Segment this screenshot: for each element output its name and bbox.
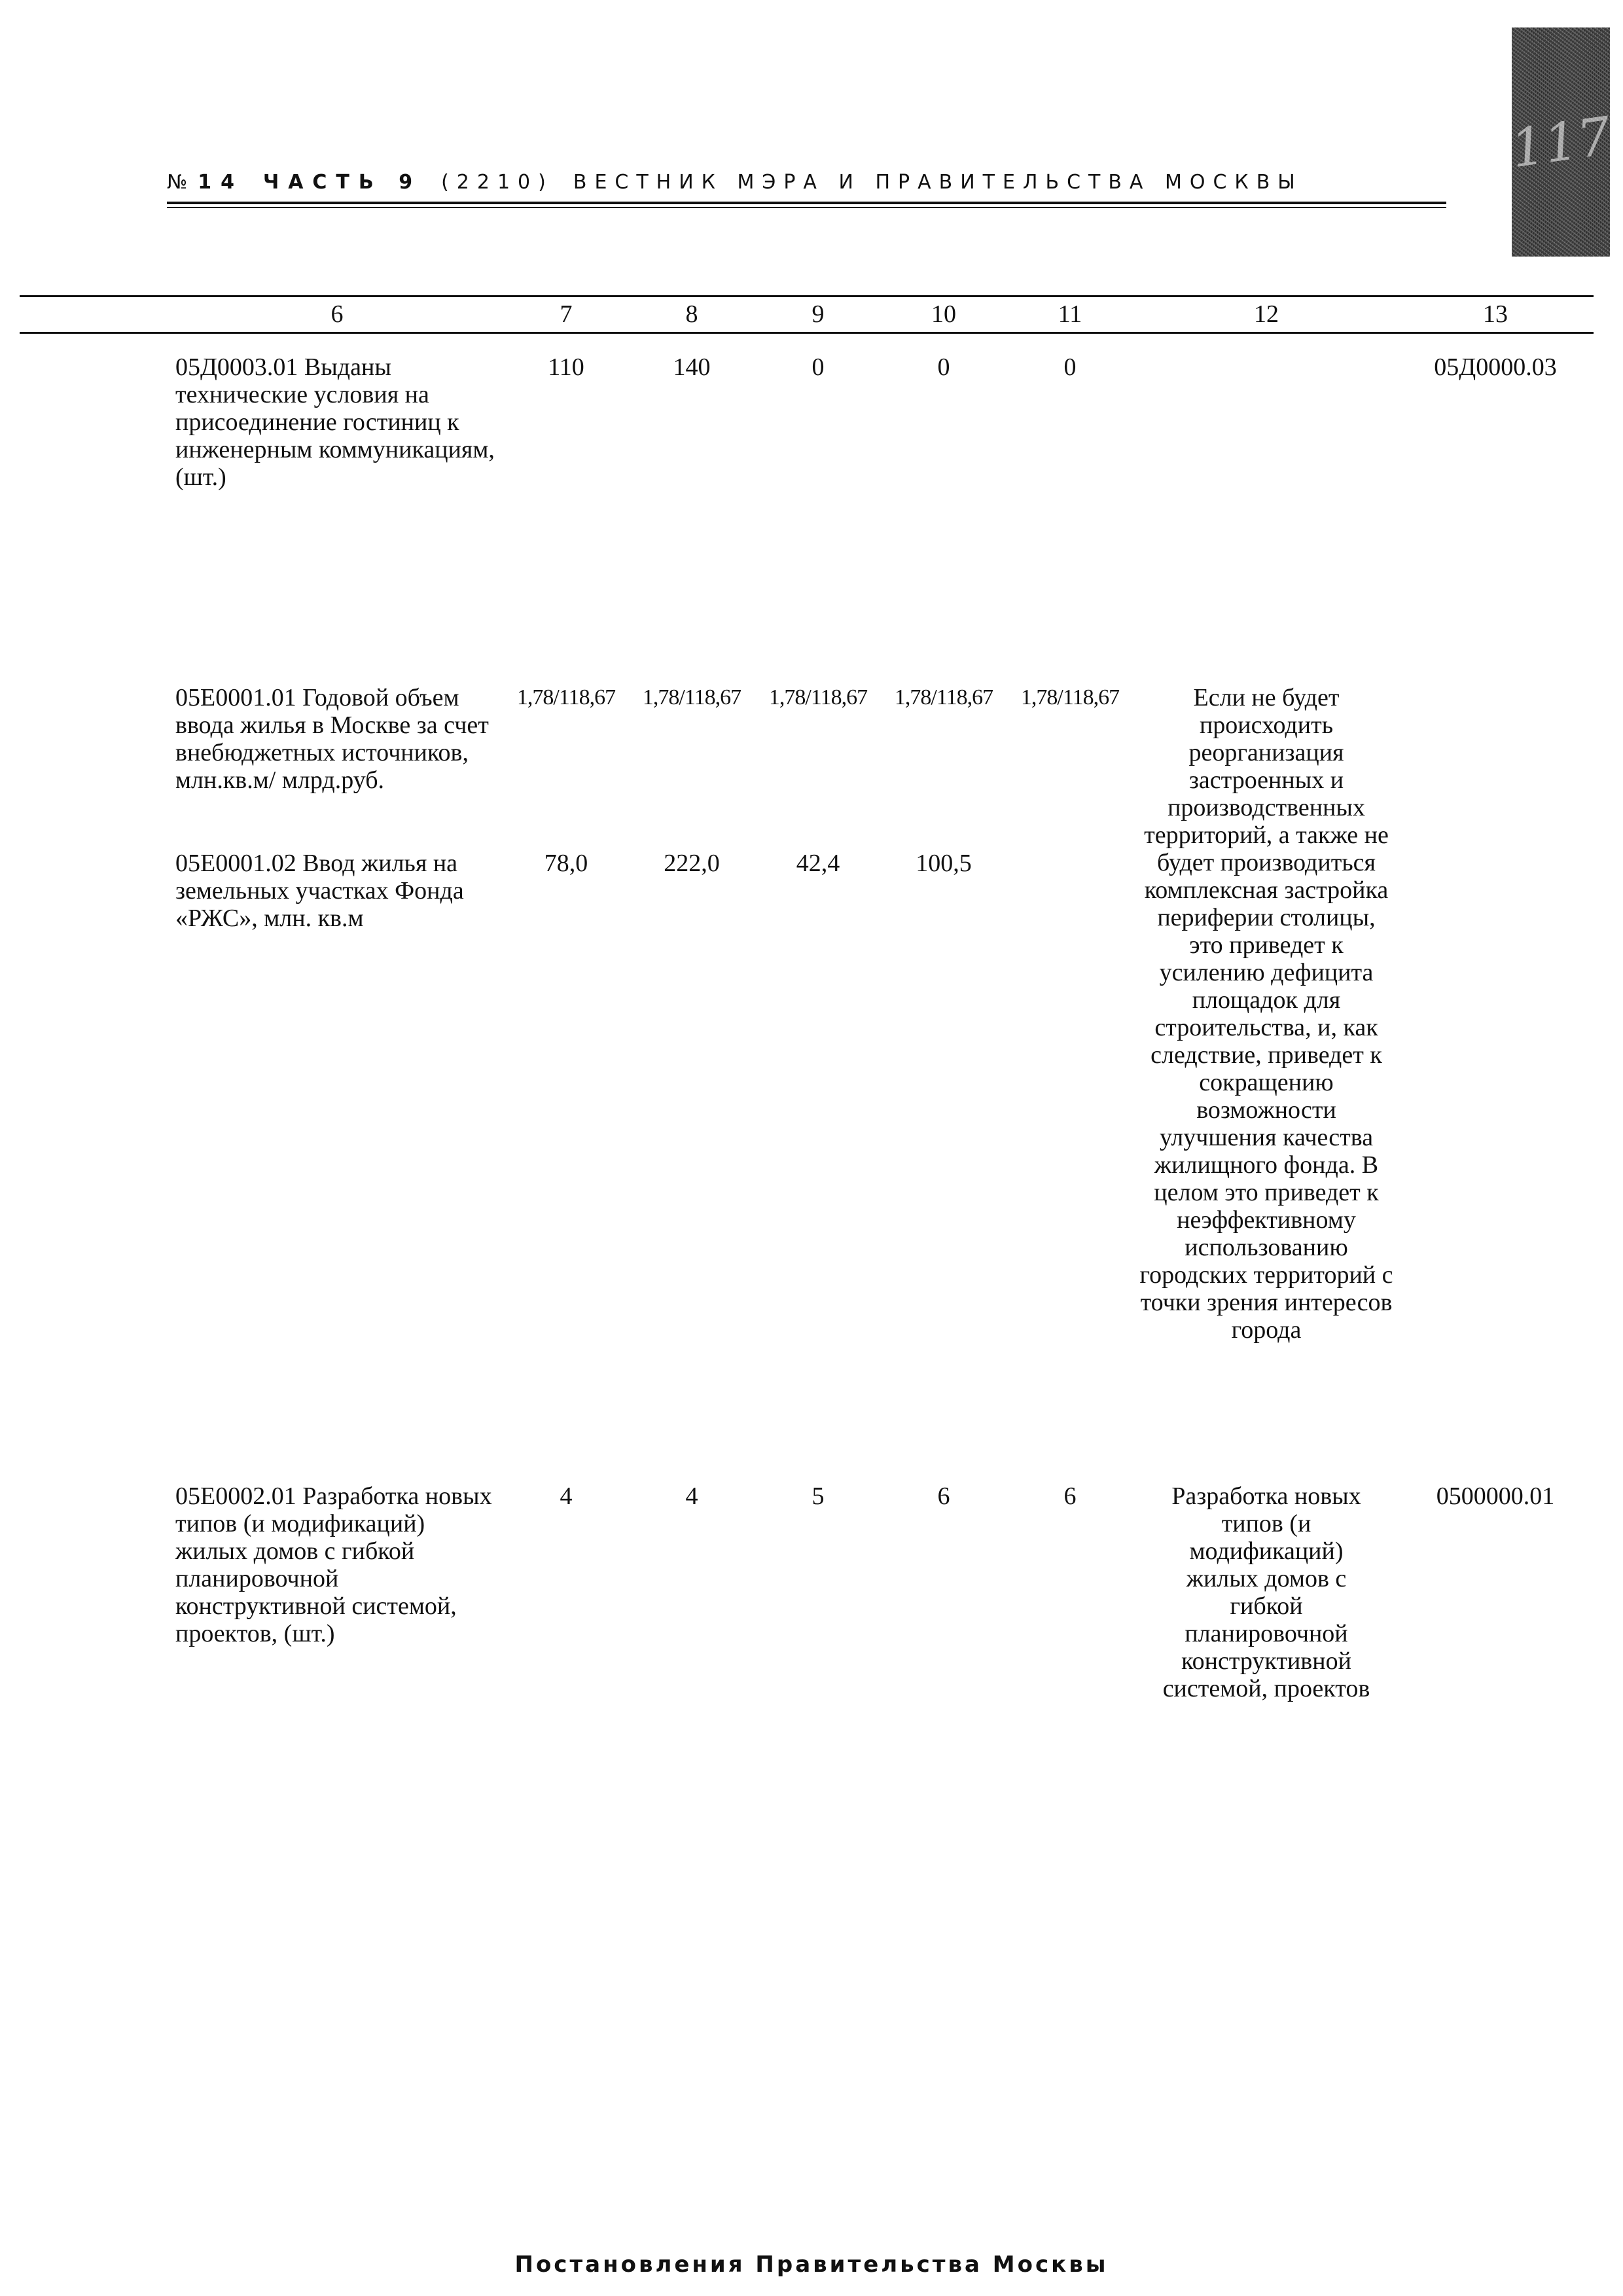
row4-col12-note: Разработка новых типов (и модификаций) жилых домов с гибкой планировочной конструктивной системой, проектов xyxy=(1162,1482,1370,1702)
row3-indicator: 05Е0001.02 Ввод жилья на земельных участках Фонда «РЖС», млн. кв.м xyxy=(175,850,464,932)
column-header-10: 10 xyxy=(931,300,956,328)
row4-indicator: 05Е0002.01 Разработка новых типов (и модификаций) жилых домов с гибкой планировочной конструктивной системой, проектов, (шт.) xyxy=(175,1482,492,1647)
issue-number: 14 xyxy=(198,170,243,194)
row1-col7: 110 xyxy=(548,353,584,381)
row2-col10: 1,78/118,67 xyxy=(894,685,993,709)
row1-indicator: 05Д0003.01 Выданы технические условия на присоединение гостиниц к инженерным коммуникациям, (шт.) xyxy=(175,353,495,491)
column-header-12: 12 xyxy=(1254,300,1279,328)
column-header-8: 8 xyxy=(685,300,698,328)
table-header-rule xyxy=(20,332,1594,334)
row2-col12-note: Если не будет происходить реорганизация застроенных и производственных территорий, а также не будет производиться комплексная застройка периферии столицы, это приведет к усилению дефицита площадок для строительства, и, как следствие, приведет к сокращению возможности улучшения качества жилищного фонда. В целом это приведет к неэффективному использованию городских территорий с точки зрения интересов города xyxy=(1139,684,1393,1344)
row1-col13: 05Д0000.03 xyxy=(1434,353,1557,381)
row4-col11: 6 xyxy=(1063,1482,1077,1510)
row2-col9: 1,78/118,67 xyxy=(768,685,868,709)
row3-col9: 42,4 xyxy=(796,850,840,877)
row1-col9: 0 xyxy=(812,353,825,381)
row4-col9: 5 xyxy=(812,1482,825,1510)
page-footer: Постановления Правительства Москвы xyxy=(514,2251,1109,2278)
running-header xyxy=(167,162,1446,202)
table-top-rule xyxy=(20,295,1594,297)
page-number-stamp xyxy=(1507,27,1615,257)
row4-col7: 4 xyxy=(560,1482,573,1510)
publication-title: ВЕСТНИК МЭРА И ПРАВИТЕЛЬСТВА МОСКВЫ xyxy=(573,170,1303,194)
column-header-7: 7 xyxy=(560,300,573,328)
row4-col10: 6 xyxy=(937,1482,950,1510)
header-rule xyxy=(167,202,1446,204)
row4-col8: 4 xyxy=(685,1482,698,1510)
column-header-13: 13 xyxy=(1483,300,1508,328)
row2-indicator: 05Е0001.01 Годовой объем ввода жилья в Москве за счет внебюджетных источников, млн.кв.м/ млрд.руб. xyxy=(175,684,489,794)
header-rule-thin xyxy=(167,207,1446,208)
row3-col10: 100,5 xyxy=(916,850,972,877)
page-number: 117 xyxy=(1507,105,1615,179)
row3-col8: 222,0 xyxy=(664,850,720,877)
row4-col13: 0500000.01 xyxy=(1436,1482,1555,1510)
row1-col11: 0 xyxy=(1063,353,1077,381)
row2-col7: 1,78/118,67 xyxy=(516,685,616,709)
row3-col7: 78,0 xyxy=(544,850,588,877)
row2-col11: 1,78/118,67 xyxy=(1020,685,1120,709)
issue-code: (2210) xyxy=(441,170,554,194)
row2-col8: 1,78/118,67 xyxy=(642,685,741,709)
column-header-9: 9 xyxy=(812,300,825,328)
number-sign: № xyxy=(167,170,189,194)
row1-col10: 0 xyxy=(937,353,950,381)
column-header-11: 11 xyxy=(1058,300,1082,328)
row1-col8: 140 xyxy=(673,353,711,381)
issue-part: ЧАСТЬ 9 xyxy=(262,170,422,194)
column-header-6: 6 xyxy=(330,300,344,328)
